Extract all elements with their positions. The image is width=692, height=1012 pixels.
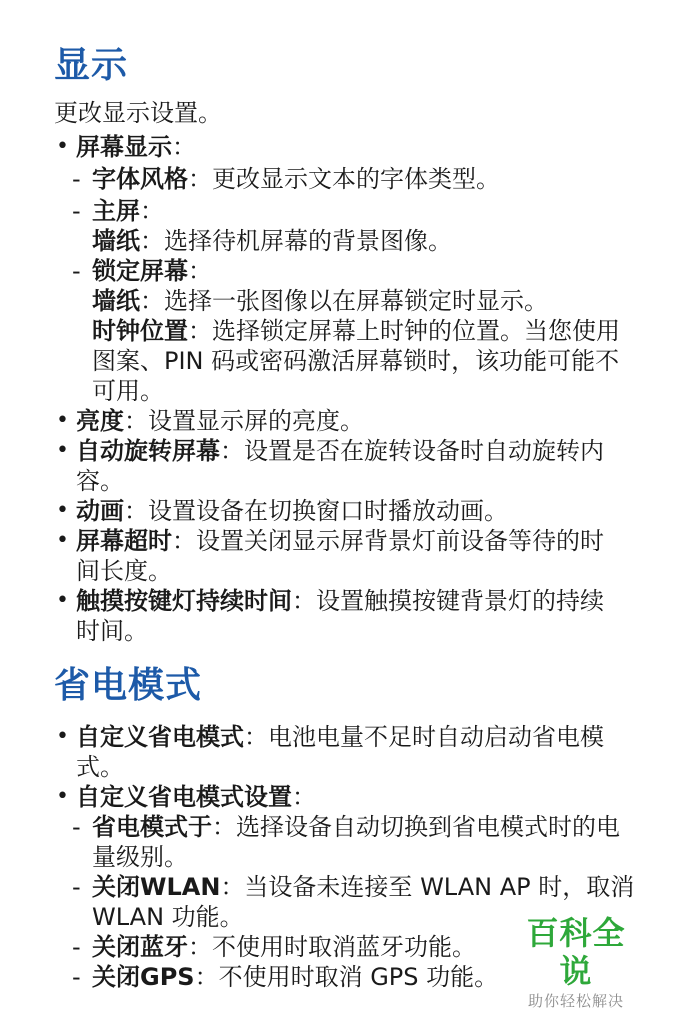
disable-wlan-item: 关闭WLAN：当设备未连接至 WLAN AP 时，取消 xyxy=(92,873,635,901)
watermark-subtitle: 助你轻松解决 xyxy=(527,992,624,1010)
touch-key-light-item: 触摸按键灯持续时间：设置触摸按键背景灯的持续 xyxy=(76,587,604,615)
bullet: • xyxy=(56,528,69,553)
screen-timeout-item: 屏幕超时：设置关闭显示屏背景灯前设备等待的时 xyxy=(76,527,604,555)
clock-position-line3: 可用。 xyxy=(92,377,164,405)
dash: - xyxy=(72,933,81,961)
bullet: • xyxy=(56,588,69,613)
section-heading-power-saving: 省电模式 xyxy=(54,665,203,706)
watermark-title: 百科全说 xyxy=(526,914,626,990)
clock-position-item: 时钟位置：选择锁定屏幕上时钟的位置。当您使用 xyxy=(92,317,620,345)
home-screen-item: 主屏： xyxy=(92,197,164,225)
dash: - xyxy=(72,197,81,225)
dash: - xyxy=(72,873,81,901)
dash: - xyxy=(72,165,81,193)
bullet: • xyxy=(56,438,69,463)
dash: - xyxy=(72,257,81,285)
custom-power-saving-line2: 式。 xyxy=(76,753,124,781)
bullet: • xyxy=(56,134,69,159)
watermark xyxy=(514,914,638,1012)
disable-bluetooth-item: 关闭蓝牙：不使用时取消蓝牙功能。 xyxy=(92,933,476,961)
screen-display-item: 屏幕显示： xyxy=(76,133,196,161)
bullet: • xyxy=(56,498,69,523)
font-style-item: 字体风格：更改显示文本的字体类型。 xyxy=(92,165,500,193)
screen-timeout-line2: 间长度。 xyxy=(76,557,172,585)
custom-power-saving-item: 自定义省电模式：电池电量不足时自动启动省电模 xyxy=(76,723,604,751)
bullet: • xyxy=(56,724,69,749)
lock-wallpaper-item: 墙纸：选择一张图像以在屏幕锁定时显示。 xyxy=(92,287,548,315)
auto-rotate-item: 自动旋转屏幕：设置是否在旋转设备时自动旋转内 xyxy=(76,437,604,465)
home-wallpaper-item: 墙纸：选择待机屏幕的背景图像。 xyxy=(92,227,452,255)
bullet: • xyxy=(56,408,69,433)
clock-position-line2: 图案、PIN 码或密码激活屏幕锁时，该功能可能不 xyxy=(92,347,620,375)
power-saving-settings-item: 自定义省电模式设置： xyxy=(76,783,316,811)
lock-screen-item: 锁定屏幕： xyxy=(92,257,212,285)
disable-gps-item: 关闭GPS：不使用时取消 GPS 功能。 xyxy=(92,963,499,991)
power-saving-at-line2: 量级别。 xyxy=(92,843,188,871)
animation-item: 动画：设置设备在切换窗口时播放动画。 xyxy=(76,497,508,525)
dash: - xyxy=(72,813,81,841)
disable-wlan-line2: WLAN 功能。 xyxy=(92,903,244,931)
power-saving-at-item: 省电模式于：选择设备自动切换到省电模式时的电 xyxy=(92,813,620,841)
touch-key-light-line2: 时间。 xyxy=(76,617,148,645)
display-intro: 更改显示设置。 xyxy=(54,99,222,127)
auto-rotate-line2: 容。 xyxy=(76,467,124,495)
dash: - xyxy=(72,963,81,991)
bullet: • xyxy=(56,784,69,809)
brightness-item: 亮度：设置显示屏的亮度。 xyxy=(76,407,364,435)
section-heading-display: 显示 xyxy=(54,45,129,86)
